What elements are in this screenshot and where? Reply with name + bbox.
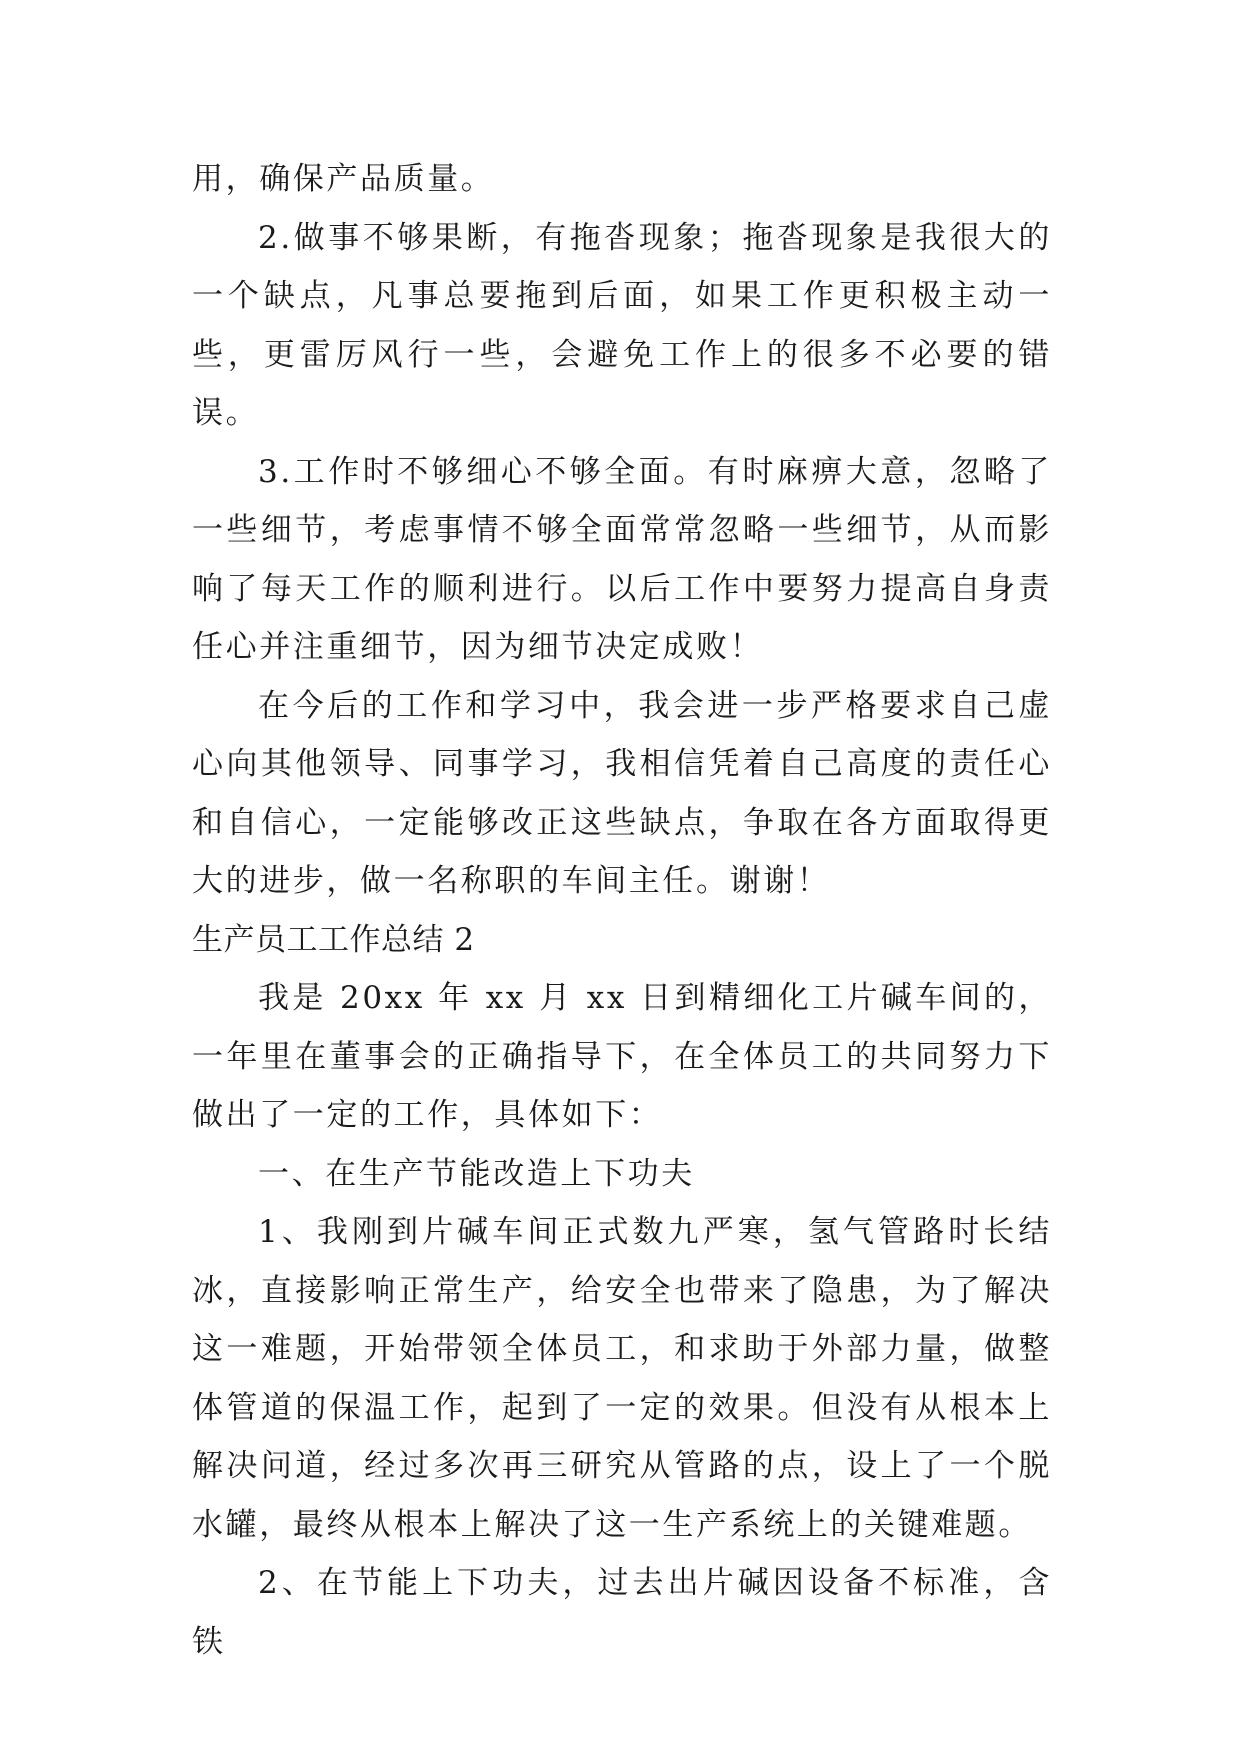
paragraph-closing: 在今后的工作和学习中，我会进一步严格要求自己虚心向其他领导、同事学习，我相信凭着自己高度的责任心和自信心，一定能够改正这些缺点，争取在各方面取得更大的进步，做一名称职的车间主任。谢谢！ bbox=[192, 687, 1052, 899]
subsection-heading: 一、在生产节能改造上下功夫 bbox=[258, 1155, 695, 1192]
paragraph-item-2: 2.做事不够果断，有拖沓现象；拖沓现象是我很大的一个缺点，凡事总要拖到后面，如果工作更积极主动一些，更雷厉风行一些，会避免工作上的很多不必要的错误。 bbox=[192, 219, 1052, 431]
paragraph-point-2: 2、在节能上下功夫，过去出片碱因设备不标准，含铁 bbox=[192, 1565, 1052, 1660]
section-heading: 生产员工工作总结 2 bbox=[192, 921, 475, 958]
paragraph-item-3: 3.工作时不够细心不够全面。有时麻痹大意，忽略了一些细节，考虑事情不够全面常常忽略一些细节，从而影响了每天工作的顺利进行。以后工作中要努力提高自身责任心并注重细节，因为细节决定成败！ bbox=[192, 453, 1052, 665]
paragraph-continuation: 用，确保产品质量。 bbox=[192, 161, 495, 197]
paragraph-point-1: 1、我刚到片碱车间正式数九严寒，氢气管路时长结冰，直接影响正常生产，给安全也带来了隐患，为了解决这一难题，开始带领全体员工，和求助于外部力量，做整体管道的保温工作，起到了一定的效果。但没有从根本上解决问道，经过多次再三研究从管路的点，设上了一个脱水罐，最终从根本上解决了这一生产系统上的关键难题。 bbox=[192, 1214, 1052, 1543]
document-body bbox=[192, 150, 1052, 1671]
paragraph-intro: 我是 20xx 年 xx 月 xx 日到精细化工片碱车间的，一年里在董事会的正确指导下，在全体员工的共同努力下做出了一定的工作，具体如下： bbox=[192, 980, 1052, 1133]
